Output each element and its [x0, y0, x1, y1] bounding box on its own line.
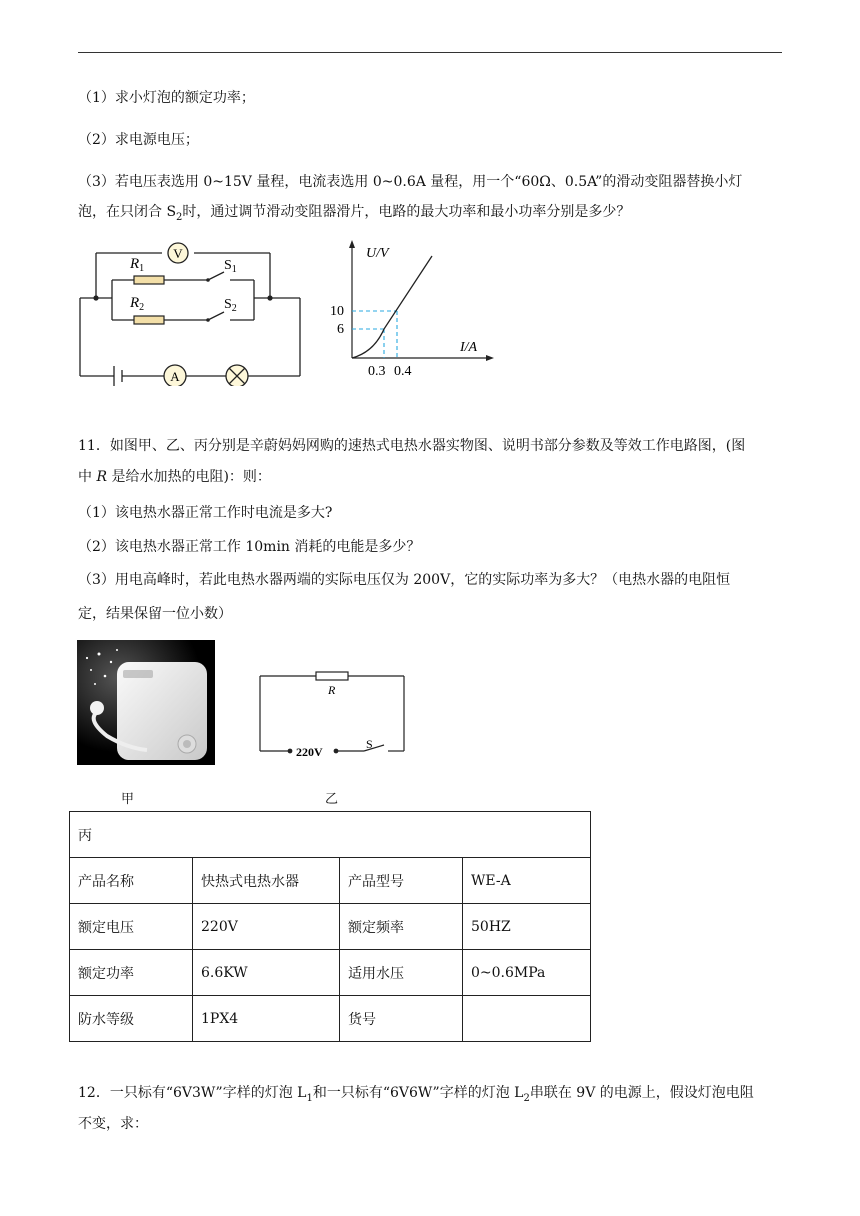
q11-line2: 中 R 是给水加热的电阻)：则：: [78, 469, 271, 485]
table-title-row: [70, 812, 591, 858]
table-row: [70, 858, 591, 904]
x-tick-0.3: 0.3: [368, 364, 386, 378]
resistor-label: R: [328, 683, 336, 697]
table-cell: 产品名称: [70, 858, 193, 904]
table-cell: 0~0.6MPa: [463, 950, 591, 996]
x-axis-label: I/A: [460, 340, 478, 355]
q10-part1: （1）求小灯泡的额定功率；: [78, 90, 255, 106]
ui-curve: [352, 256, 432, 358]
r1-label: $R_1$: [130, 256, 145, 274]
table-row: [70, 950, 591, 996]
table-cell: [463, 996, 591, 1042]
table-row: [70, 996, 591, 1042]
q10-circuit-diagram: [74, 236, 310, 386]
table-cell: 6.6KW: [193, 950, 340, 996]
water-heater-photo: [77, 640, 215, 765]
q11-part3-line2: 定，结果保留一位小数）: [78, 606, 232, 622]
q10-part3-line2: 泡，在只闭合 $S_2$时，通过调节滑动变阻器滑片，电路的最大功率和最小功率分别是多少？: [78, 204, 631, 223]
y-tick-10: 10: [330, 304, 344, 319]
table-cell: 1PX4: [193, 996, 340, 1042]
q11-circuit-diagram: [250, 668, 416, 764]
table-cell: 快热式电热水器: [193, 858, 340, 904]
heater-resistor-icon: [316, 672, 348, 680]
table-cell: WE-A: [463, 858, 591, 904]
s1-label: $S_1$: [224, 258, 237, 275]
q11-part1: （1）该电热水器正常工作时电流是多大?: [78, 505, 333, 521]
voltmeter-label: V: [173, 246, 183, 261]
y-axis-label: U/V: [366, 246, 389, 261]
ammeter-label: A: [170, 369, 180, 384]
q12-line1: 12．一只标有“6V3W”字样的灯泡 $L_1$和一只标有“6V6W”字样的灯泡 $L_2$串联在 9V 的电源上，假设灯泡电阻: [78, 1085, 754, 1104]
resistor-r2-icon: [134, 316, 164, 324]
table-row: [70, 904, 591, 950]
table-cell: 50HZ: [463, 904, 591, 950]
q10-part3-line1: （3）若电压表选用 0~15V 量程，电流表选用 0~0.6A 量程，用一个“60Ω、0.5A”的滑动变阻器替换小灯: [78, 174, 743, 190]
q12-line2: 不变，求：: [78, 1116, 148, 1132]
header-rule: [78, 52, 782, 53]
table-cell: 额定频率: [340, 904, 463, 950]
lamp-icon: [226, 365, 248, 386]
spec-table: [69, 811, 591, 1042]
r2-label: $R_2$: [130, 295, 145, 313]
source-label: 220V: [296, 745, 323, 759]
table-cell: 220V: [193, 904, 340, 950]
q11-line1: 11．如图甲、乙、丙分别是辛蔚妈妈网购的速热式电热水器实物图、说明书部分参数及等效工作电路图，(图: [78, 438, 746, 454]
table-cell: 产品型号: [340, 858, 463, 904]
table-cell: 额定功率: [70, 950, 193, 996]
table-cell: 防水等级: [70, 996, 193, 1042]
water-heater-image: [77, 640, 215, 765]
y-tick-6: 6: [337, 322, 344, 337]
s2-label: $S_2$: [224, 297, 237, 314]
table-title: 丙: [70, 812, 591, 858]
q11-part2: （2）该电热水器正常工作 10min 消耗的电能是多少？: [78, 539, 421, 555]
x-tick-0.4: 0.4: [394, 364, 412, 378]
q11-part3-line1: （3）用电高峰时，若此电热水器两端的实际电压仅为 200V，它的实际功率为多大？（电热水器的电阻恒: [78, 572, 731, 588]
caption-jia: 甲: [121, 792, 135, 807]
switch-label: S: [366, 737, 373, 751]
table-cell: 适用水压: [340, 950, 463, 996]
q10-part2: （2）求电源电压；: [78, 132, 199, 148]
table-cell: 货号: [340, 996, 463, 1042]
q10-ui-graph: [322, 236, 498, 378]
resistor-r1-icon: [134, 276, 164, 284]
caption-yi: 乙: [325, 792, 339, 807]
table-cell: 额定电压: [70, 904, 193, 950]
